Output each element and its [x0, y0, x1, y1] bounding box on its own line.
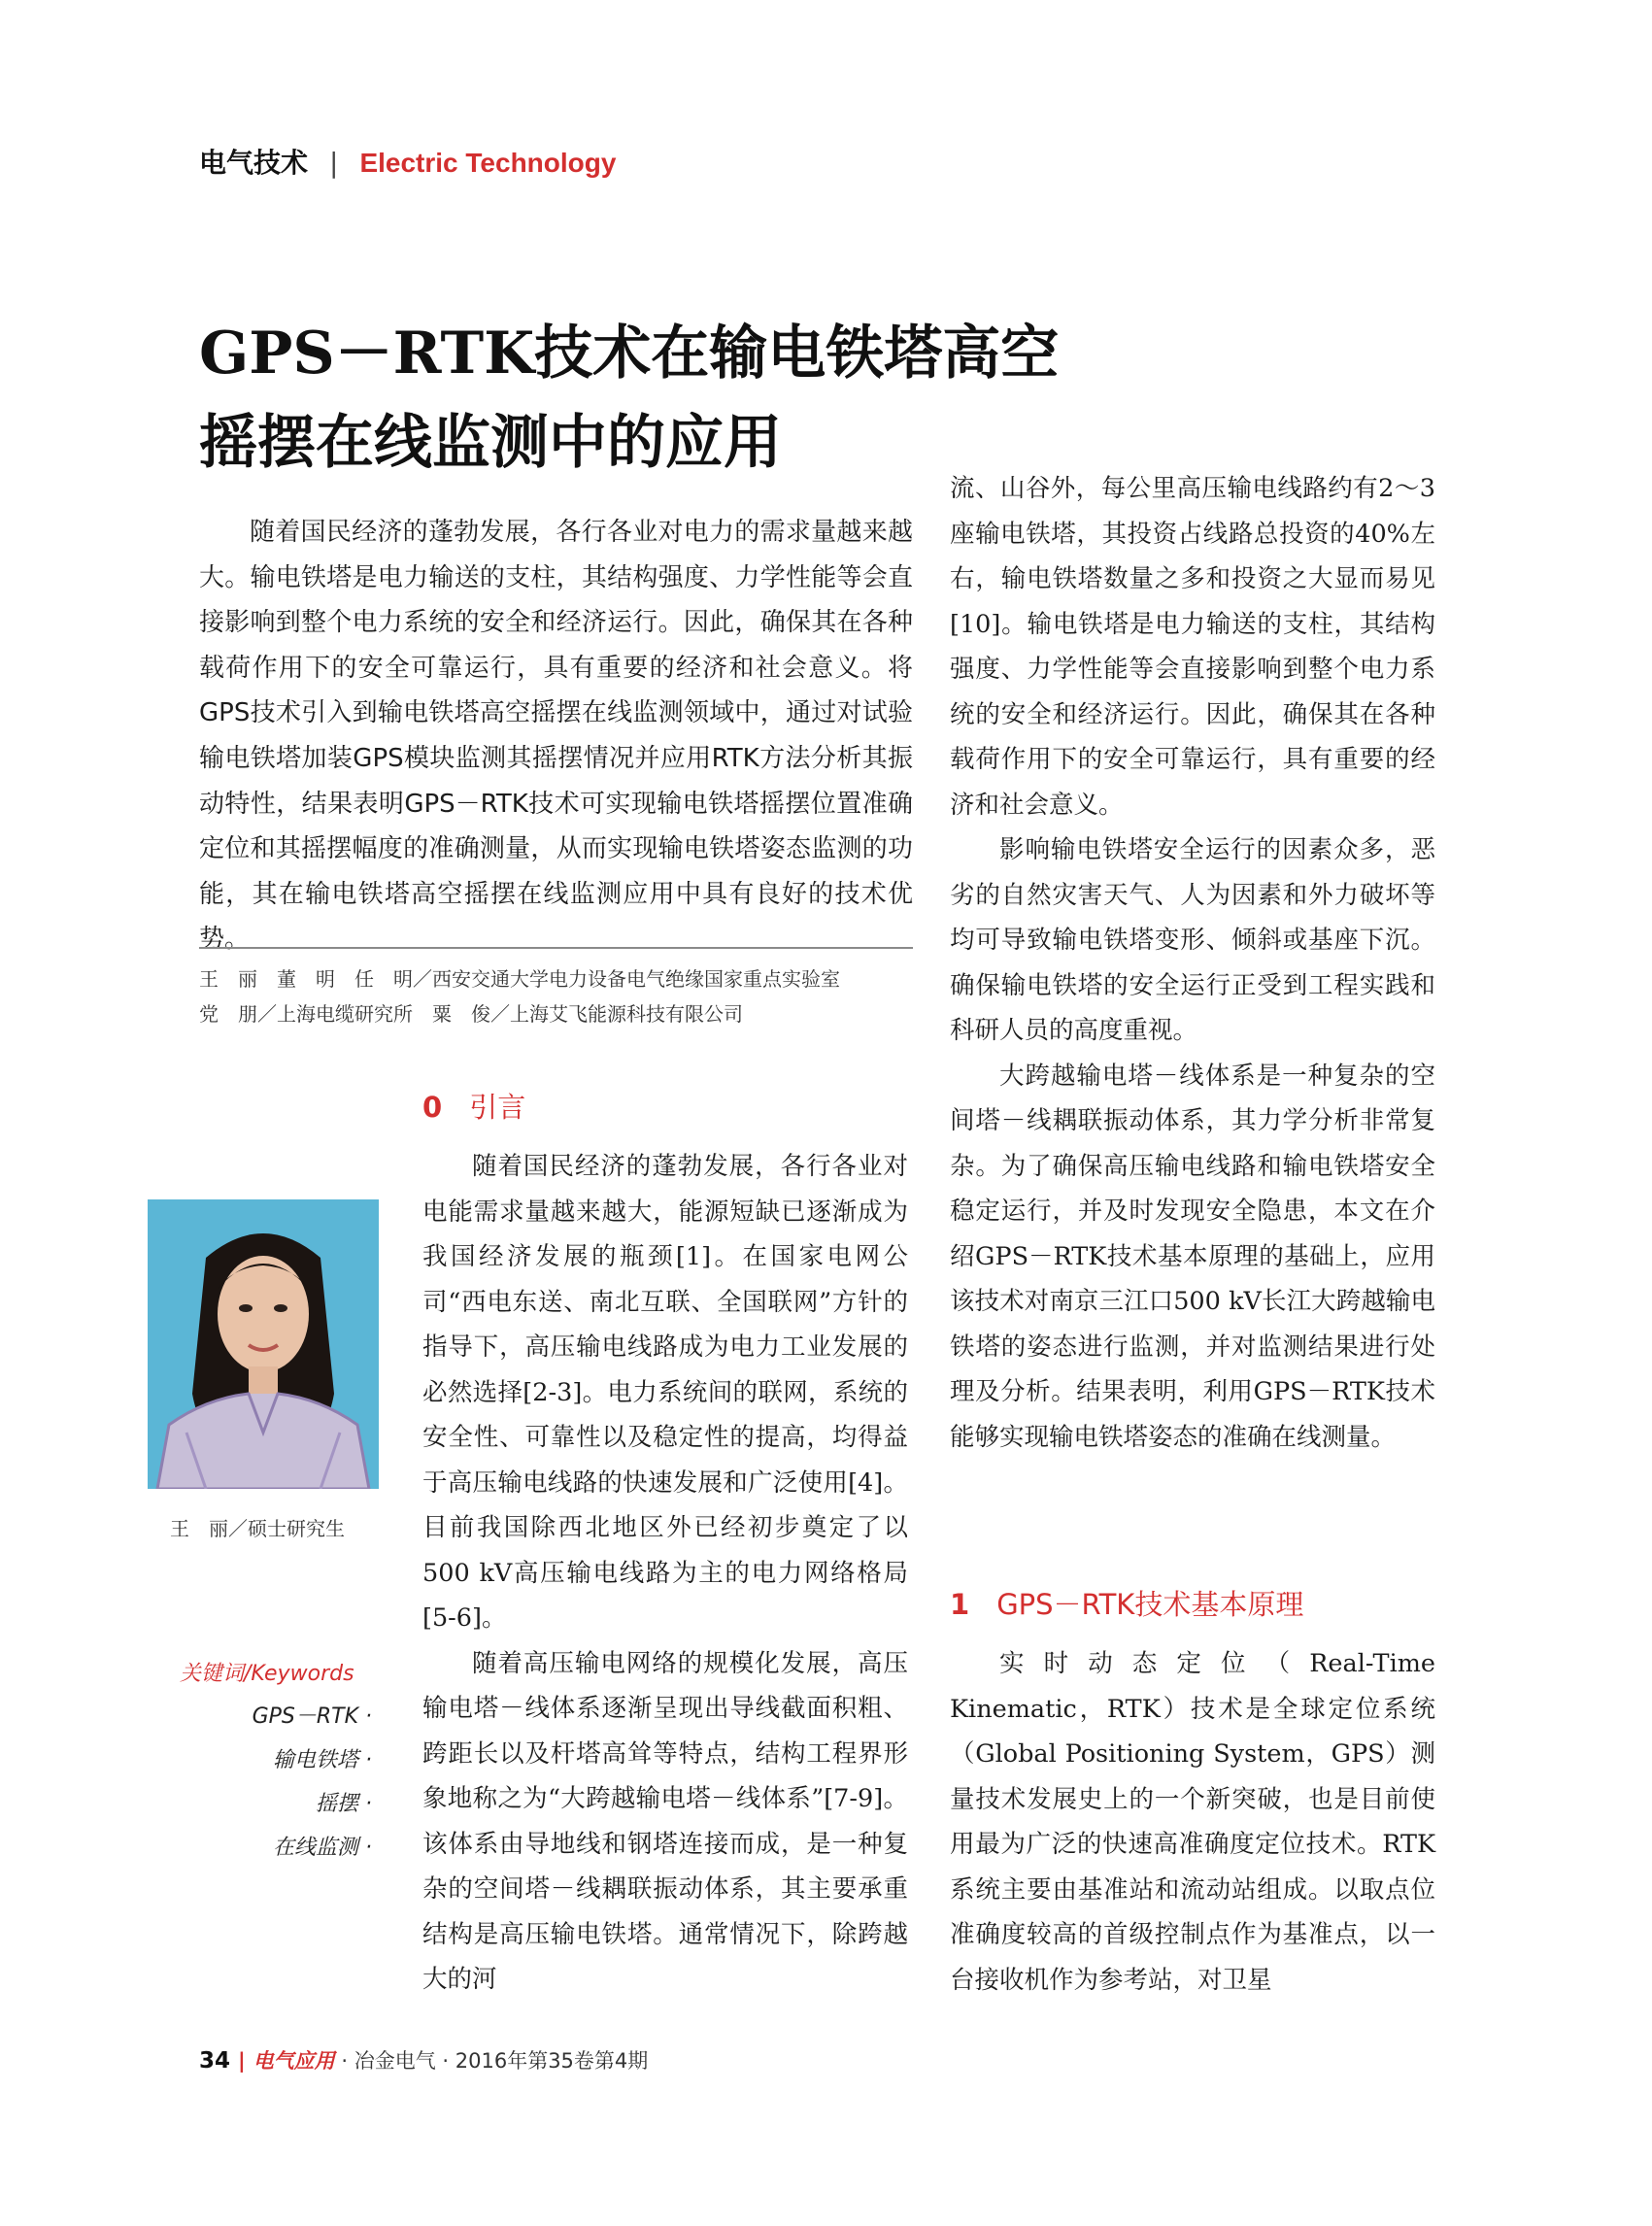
- keyword-item: GPS－RTK ·: [252, 1704, 372, 1729]
- abstract-divider: [199, 947, 913, 949]
- body-column-3: [950, 466, 1435, 1460]
- body-column-2: [422, 1144, 908, 2003]
- header-divider: |: [329, 147, 339, 179]
- authors-line-2: 党 朋／上海电缆研究所 粟 俊／上海艾飞能源科技有限公司: [199, 1002, 743, 1026]
- article-title: [199, 309, 1170, 488]
- keyword-item: 摇摆 ·: [316, 1792, 372, 1816]
- header-section-cn: 电气技术: [199, 147, 309, 179]
- keyword-item: 在线监测 ·: [273, 1836, 372, 1860]
- section-heading-intro: [422, 1086, 525, 1126]
- footer-divider: |: [238, 2049, 246, 2073]
- header-section-en: Electric Technology: [359, 148, 617, 178]
- section-title: 引言: [469, 1091, 526, 1124]
- abstract: [199, 510, 913, 962]
- author-list: [199, 961, 927, 1031]
- paragraph: 影响输电铁塔安全运行的因素众多，恶劣的自然灾害天气、人为因素和外力破坏等均可导致输电铁塔变形、倾斜或基座下沉。确保输电铁塔的安全运行正受到工程实践和科研人员的高度重视。: [950, 835, 1435, 1045]
- title-line-2: 摇摆在线监测中的应用: [199, 409, 782, 477]
- section-title: GPS－RTK技术基本原理: [996, 1588, 1304, 1621]
- keywords-heading: 关键词/Keywords: [180, 1662, 354, 1686]
- body-column-3-lower: [950, 1641, 1435, 2003]
- journal-logo: 电气应用: [253, 2048, 335, 2073]
- journal-issue: · 冶金电气 · 2016年第35卷第4期: [341, 2049, 649, 2073]
- page-number: 34: [199, 2048, 231, 2074]
- section-heading-principle: [950, 1583, 1303, 1623]
- continued-paragraph: 流、山谷外，每公里高压输电线路约有2～3座输电铁塔，其投资占线路总投资的40%左右，输电铁塔数量之多和投资之大显而易见[10]。输电铁塔是电力输送的支柱，其结构强度、力学性能等会直接影响到整个电力系统的安全和经济运行。因此，确保其在各种载荷作用下的安全可靠运行，具有重要的经济和社会意义。: [950, 474, 1435, 820]
- keyword-item: 输电铁塔 ·: [273, 1748, 372, 1772]
- title-line-1: GPS－RTK技术在输电铁塔高空: [199, 320, 1060, 388]
- authors-line-1: 王 丽 董 明 任 明／西安交通大学电力设备电气绝缘国家重点实验室: [199, 967, 840, 991]
- section-number: 1: [950, 1588, 970, 1621]
- intro-paragraph-1: 随着国民经济的蓬勃发展，各行各业对电能需求量越来越大，能源短缺已逐渐成为我国经济发展的瓶颈[1]。在国家电网公司“西电东送、南北互联、全国联网”方针的指导下，高压输电线路成为电力工业发展的必然选择[2-3]。电力系统间的联网，系统的安全性、可靠性以及稳定性的提高，均得益于高压输电线路的快速发展和广泛使用[4]。目前我国除西北地区外已经初步奠定了以500 kV高压输电线路为主的电力网络格局[5-6]。: [422, 1152, 908, 1633]
- running-header: [199, 142, 616, 181]
- page-footer: [199, 2045, 648, 2074]
- photo-caption: 王 丽／硕士研究生: [170, 1517, 345, 1540]
- intro-paragraph-2: 随着高压输电网络的规模化发展，高压输电塔－线体系逐渐呈现出导线截面积粗、跨距长以及杆塔高耸等特点，结构工程界形象地称之为“大跨越输电塔－线体系”[7-9]。该体系由导地线和钢塔连接而成，是一种复杂的空间塔－线耦联振动体系，其主要承重结构是高压输电铁塔。通常情况下，除跨越大的河: [422, 1648, 908, 1994]
- section-number: 0: [422, 1091, 443, 1124]
- abstract-text: 随着国民经济的蓬勃发展，各行各业对电力的需求量越来越大。输电铁塔是电力输送的支柱，其结构强度、力学性能等会直接影响到整个电力系统的安全和经济运行。因此，确保其在各种载荷作用下的安全可靠运行，具有重要的经济和社会意义。将GPS技术引入到输电铁塔高空摇摆在线监测领域中，通过对试验输电铁塔加装GPS模块监测其摇摆情况并应用RTK方法分析其振动特性，结果表明GPS－RTK技术可实现输电铁塔摇摆位置准确定位和其摇摆幅度的准确测量，从而实现输电铁塔姿态监测的功能，其在输电铁塔高空摇摆在线监测应用中具有良好的技术优势。: [199, 518, 913, 955]
- author-photo: [148, 1199, 379, 1489]
- principle-paragraph: 实时动态定位（Real-Time Kinematic，RTK）技术是全球定位系统（Global Positioning System，GPS）测量技术发展史上的一个新突破，也是目前使用最为广泛的快速高准确度定位技术。RTK系统主要由基准站和流动站组成。以取点位准确度较高的首级控制点作为基准点，以一台接收机作为参考站，对卫星: [950, 1649, 1435, 1995]
- paragraph: 大跨越输电塔－线体系是一种复杂的空间塔－线耦联振动体系，其力学分析非常复杂。为了确保高压输电线路和输电铁塔安全稳定运行，并及时发现安全隐患，本文在介绍GPS－RTK技术基本原理的基础上，应用该技术对南京三江口500 kV长江大跨越输电铁塔的姿态进行监测，并对监测结果进行处理及分析。结果表明，利用GPS－RTK技术能够实现输电铁塔姿态的准确在线测量。: [950, 1061, 1435, 1452]
- author-portrait-image: [148, 1199, 379, 1489]
